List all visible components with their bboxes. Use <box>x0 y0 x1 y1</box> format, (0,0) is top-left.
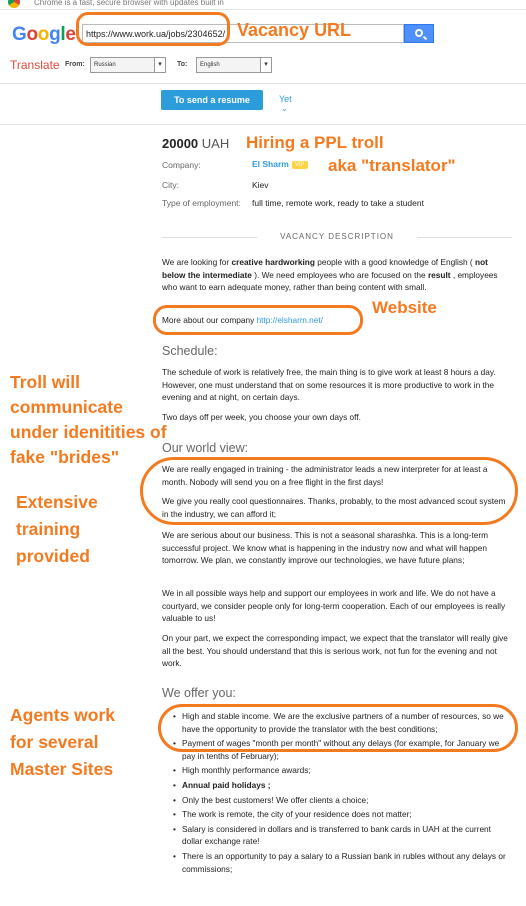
annotation-line: for several <box>10 732 99 752</box>
salary <box>162 136 229 151</box>
logo-letter: o <box>26 24 38 45</box>
send-resume-button[interactable]: To send a resume <box>161 90 263 110</box>
list-item: • Payment of wages "month per month" without any delays (for example, for January we pay in tenths of February); <box>170 737 510 762</box>
annotation-line: provided <box>16 546 90 566</box>
annotation-website: Website <box>372 298 437 317</box>
vip-badge: VIP <box>292 161 308 169</box>
annotation-line: under idenitities of <box>10 422 167 442</box>
list-item <box>170 779 510 792</box>
intro-paragraph <box>162 256 512 294</box>
logo-letter: g <box>49 24 61 45</box>
more-about-text: More about our company <box>162 315 255 325</box>
logo-letter: l <box>60 24 66 45</box>
worldview-paragraph: We are really engaged in training - the administrator leads a new interpreter for at least a month. Nobody will send you on a free flight in the first days! <box>162 464 488 487</box>
search-icon <box>415 29 423 37</box>
intro-bold: creative hardworking <box>231 257 315 267</box>
annotation-translator: aka "translator" <box>328 156 456 175</box>
annotation-agents <box>10 702 115 783</box>
divider <box>0 124 526 125</box>
worldview-paragraph: We are serious about our business. This is not a seasonal sharashka. This is a long-term successful project. We know what is happening in the industry now and what will happen tomorrow. We plan, we constantly improve our technologies, we have future plans; <box>162 530 489 566</box>
more-link[interactable]: Yet <box>279 94 292 104</box>
logo-letter: o <box>37 24 50 45</box>
annotation-line: fake "brides" <box>10 447 119 467</box>
annotation-vacancy-url: Vacancy URL <box>237 20 352 40</box>
intro-text: We are looking for <box>162 257 232 267</box>
chevron-down-icon[interactable]: ⌄ <box>281 104 288 113</box>
employment-value: full time, remote work, ready to take a student <box>252 198 424 208</box>
list-item: • Salary is considered in dollars and is transferred to bank cards in UAH at the current dollar exchange rate! <box>170 823 510 848</box>
offer-heading: We offer you: <box>162 686 236 700</box>
search-button[interactable] <box>404 24 434 43</box>
chrome-logo-icon <box>8 0 20 8</box>
annotation-line: Master Sites <box>10 759 114 779</box>
list-item: • The work is remote, the city of your residence does not matter; <box>170 808 510 821</box>
city-value: Kiev <box>252 180 269 190</box>
salary-currency: UAH <box>201 136 230 151</box>
intro-bold: result <box>427 269 451 280</box>
days-off-paragraph: Two days off per week, you choose your own days off. <box>162 412 361 422</box>
worldview-paragraph: On your part, we expect the corresponding impact, we expect that the translator will really give all the best. You should understand that this is serious work, not fun for the evening and not work. <box>162 633 508 669</box>
company-label: Company: <box>162 160 201 170</box>
schedule-heading: Schedule: <box>162 344 218 358</box>
offer-bold-item: Annual paid holidays ; <box>182 779 271 790</box>
worldview-paragraph: We in all possible ways help and support our employees in work and life. We do not have a courtyard, we consider people only for long-term cooperation. Each of our employees is really valuable to us! <box>162 588 506 624</box>
annotation-hiring: Hiring a PPL troll <box>246 133 384 152</box>
chrome-notice-text: Chrome is a fast, secure browser with updates built in <box>34 0 224 7</box>
intro-text: , employees who want to earn adequate money, rather than being content with small. <box>162 269 498 293</box>
intro-text: people with a good knowledge of English ( <box>314 257 476 267</box>
company-value <box>252 159 308 169</box>
logo-letter: e <box>65 24 76 45</box>
logo-letter: G <box>12 24 27 45</box>
from-label: From: <box>65 61 85 68</box>
intro-text: ). We need employees who are focused on the <box>251 269 428 280</box>
translate-label: Translate <box>10 58 60 72</box>
annotation-line: training <box>16 519 81 539</box>
to-language-select[interactable] <box>196 57 272 73</box>
website-highlight-oval <box>153 305 363 335</box>
chevron-down-icon: ▾ <box>260 58 271 72</box>
list-item: • Only the best customers! We offer clients a choice; <box>170 794 510 807</box>
company-website-link[interactable]: http://elsharm.net/ <box>256 315 323 325</box>
from-language-value: Russian <box>94 62 116 68</box>
intro-bold: not below the intermediate <box>162 257 488 280</box>
url-highlight-oval <box>76 12 230 46</box>
chrome-notice-bar <box>0 0 526 10</box>
employment-label: Type of employment: <box>162 198 241 208</box>
from-language-select[interactable] <box>90 57 166 73</box>
schedule-paragraph: The schedule of work is relatively free, the main thing is to give work at least 8 hours a day. However, one must understand that on some resources it is more productive to work in the evening and at night, on certain days. <box>162 367 496 403</box>
salary-amount: 20000 <box>162 136 199 151</box>
annotation-line: Troll will <box>10 372 81 392</box>
training-highlight-oval <box>140 457 518 525</box>
income-highlight-oval <box>158 704 518 752</box>
annotation-troll <box>10 370 167 470</box>
annotation-line: Agents work <box>10 705 116 725</box>
annotation-line: Extensive <box>16 492 98 512</box>
google-logo[interactable] <box>12 24 76 46</box>
to-language-value: English <box>200 62 220 68</box>
list-item: • There is an opportunity to pay a salary to a Russian bank in rubles without any delays or commissions; <box>170 850 510 875</box>
city-label: City: <box>162 180 179 190</box>
worldview-heading: Our world view: <box>162 441 249 455</box>
list-item: • High and stable income. We are the exclusive partners of a number of resources, so we have the opportunity to provide the translator with the best conditions; <box>170 710 510 735</box>
chevron-down-icon: ▾ <box>154 58 165 72</box>
worldview-paragraph: We give you really cool questionnaires. Thanks, probably, to the most advanced scout system in the industry, we can afford it; <box>162 496 506 519</box>
list-item: • High monthly performance awards; <box>170 764 510 777</box>
company-link[interactable]: El Sharm <box>252 159 289 169</box>
annotation-training <box>16 489 98 570</box>
url-input[interactable]: https://www.work.ua/jobs/2304652/ <box>82 24 404 43</box>
annotation-line: communicate <box>10 397 123 417</box>
vacancy-description-heading: VACANCY DESCRIPTION <box>162 232 512 241</box>
to-label: To: <box>177 61 188 68</box>
